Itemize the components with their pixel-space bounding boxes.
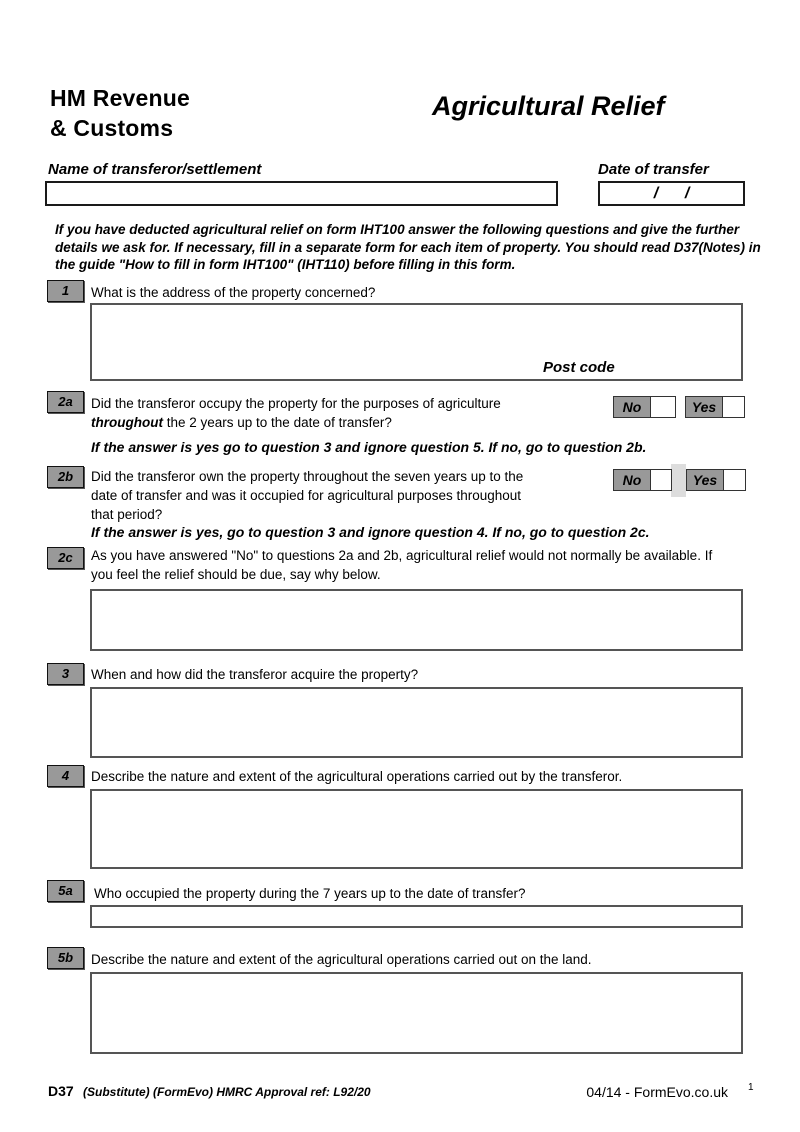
footer-edition-text: 04/14 - FormEvo.co.uk bbox=[586, 1084, 728, 1100]
q2a-yes-option bbox=[685, 396, 745, 418]
intro-line: If you have deducted agricultural relief on form IHT100 answer the following questions and give the further bbox=[55, 222, 740, 237]
q3-answer-box[interactable] bbox=[90, 687, 743, 758]
question-2a-number: 2a bbox=[47, 391, 84, 413]
q2b-yes-label: Yes bbox=[687, 470, 724, 490]
question-2c-line2: you feel the relief should be due, say why below. bbox=[91, 567, 381, 582]
q2a-instruction-note: If the answer is yes go to question 3 and ignore question 5. If no, go to question 2b. bbox=[91, 439, 647, 455]
question-2c-text bbox=[91, 546, 712, 584]
q1-address-box[interactable] bbox=[90, 303, 743, 381]
form-title: Agricultural Relief bbox=[432, 91, 665, 121]
q2b-no-checkbox[interactable] bbox=[651, 470, 671, 490]
q2b-yes-checkbox[interactable] bbox=[724, 470, 745, 490]
name-of-transferor-label: Name of transferor/settlement bbox=[48, 161, 262, 178]
q2b-no-option bbox=[613, 469, 672, 491]
q2a-yes-checkbox[interactable] bbox=[723, 397, 744, 417]
intro-line: the guide "How to fill in form IHT100" (IHT110) before filling in this form. bbox=[55, 257, 516, 272]
date-of-transfer-label: Date of transfer bbox=[598, 161, 709, 178]
q2a-yes-label: Yes bbox=[686, 397, 723, 417]
question-2a-line2 bbox=[91, 413, 501, 432]
q2b-instruction-note: If the answer is yes, go to question 3 and ignore question 4. If no, go to question 2c. bbox=[91, 524, 650, 540]
question-4-number: 4 bbox=[47, 765, 84, 787]
question-2b-text bbox=[91, 467, 523, 524]
question-1-text: What is the address of the property concerned? bbox=[91, 285, 376, 300]
q5b-answer-box[interactable] bbox=[90, 972, 743, 1054]
q2c-answer-box[interactable] bbox=[90, 589, 743, 651]
intro-paragraph bbox=[55, 221, 761, 274]
question-4-text: Describe the nature and extent of the agricultural operations carried out by the transferor. bbox=[91, 769, 623, 784]
question-5b-text: Describe the nature and extent of the agricultural operations carried out on the land. bbox=[91, 952, 592, 967]
name-of-transferor-input[interactable] bbox=[45, 181, 558, 206]
q2b-no-label: No bbox=[614, 470, 651, 490]
question-3-number: 3 bbox=[47, 663, 84, 685]
q1-postcode-label: Post code bbox=[543, 359, 615, 376]
question-2b-line3: that period? bbox=[91, 507, 163, 522]
question-1-number: 1 bbox=[47, 280, 84, 302]
question-2b-line1: Did the transferor own the property throughout the seven years up to the bbox=[91, 469, 524, 484]
question-2b-line2: date of transfer and was it occupied for agricultural purposes throughout bbox=[91, 488, 522, 503]
intro-line: details we ask for. If necessary, fill in a separate form for each item of property. You should read D37(Notes) in bbox=[55, 239, 761, 255]
question-3-text: When and how did the transferor acquire the property? bbox=[91, 667, 419, 682]
question-5a-number: 5a bbox=[47, 880, 84, 902]
hmrc-logo-line1: HM Revenue bbox=[50, 85, 191, 111]
question-2a-line1: Did the transferor occupy the property for the purposes of agriculture bbox=[91, 396, 501, 411]
q2a-no-option bbox=[613, 396, 676, 418]
q4-answer-box[interactable] bbox=[90, 789, 743, 869]
q2a-no-checkbox[interactable] bbox=[651, 397, 675, 417]
footer-approval-ref: (Substitute) (FormEvo) HMRC Approval ref: L92/20 bbox=[83, 1085, 371, 1099]
question-5a-text: Who occupied the property during the 7 years up to the date of transfer? bbox=[94, 886, 526, 901]
hmrc-logo-line2: & Customs bbox=[50, 115, 174, 141]
question-2c-number: 2c bbox=[47, 547, 84, 569]
q2a-no-label: No bbox=[614, 397, 651, 417]
question-2b-number: 2b bbox=[47, 466, 84, 488]
q2b-yes-option bbox=[686, 469, 746, 491]
footer-form-id: D37 bbox=[48, 1083, 74, 1099]
question-2c-line1: As you have answered "No" to questions 2a and 2b, agricultural relief would not normally be available. If bbox=[91, 548, 713, 563]
footer-page-number: 1 bbox=[748, 1082, 754, 1093]
q2b-divider-strip bbox=[671, 464, 686, 497]
question-2a-line2-rest: the 2 years up to the date of transfer? bbox=[162, 415, 392, 430]
q5a-answer-box[interactable] bbox=[90, 905, 743, 928]
hmrc-logo-text bbox=[50, 83, 190, 143]
question-5b-number: 5b bbox=[47, 947, 84, 969]
date-of-transfer-input[interactable]: / / bbox=[598, 181, 745, 206]
question-2a-text bbox=[91, 394, 501, 432]
question-2a-emphasis: throughout bbox=[91, 415, 163, 430]
